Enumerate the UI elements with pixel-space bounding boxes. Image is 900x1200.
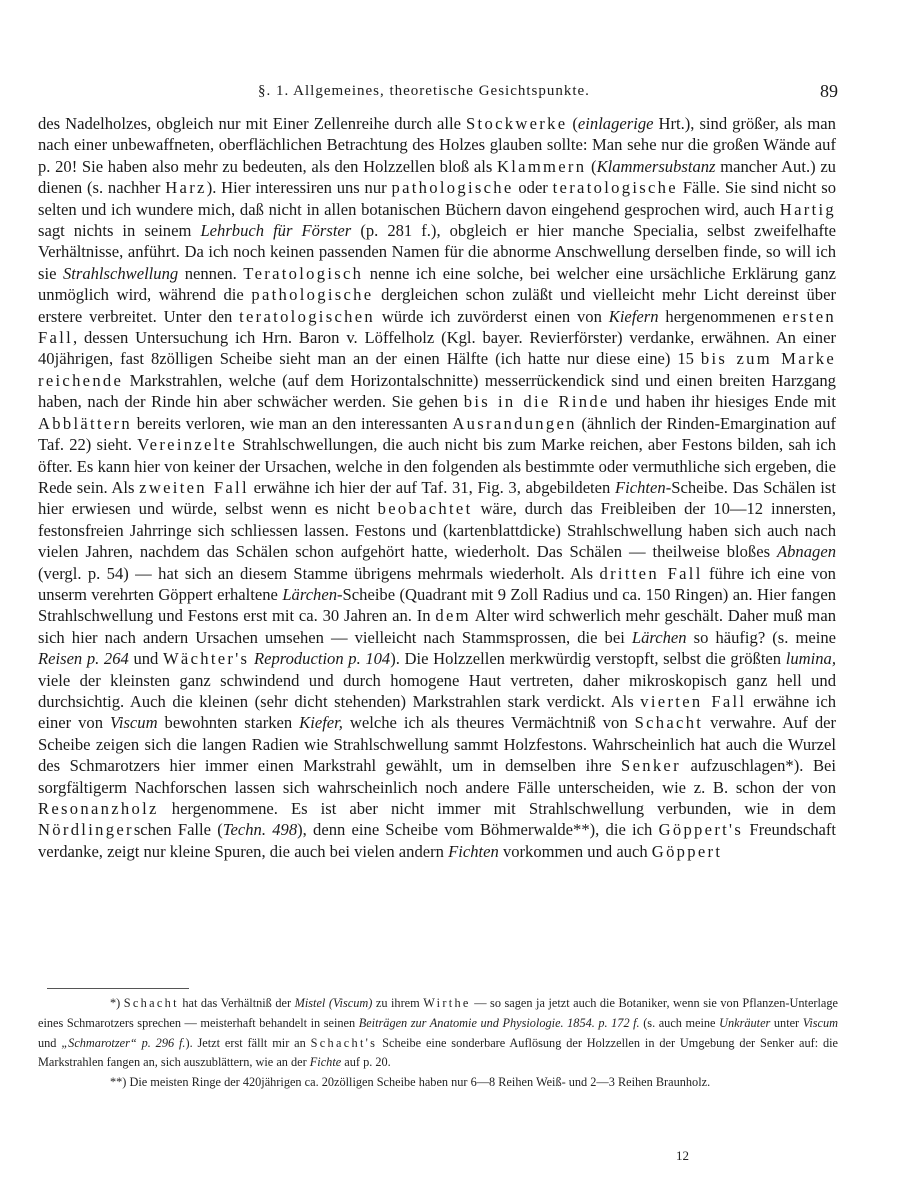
text-run: schen Falle ( xyxy=(133,820,223,840)
text-run: — so sagen ja jetzt auch die Botaniker, wenn sie von Pflanzen-Unterlage eines Schmarotzers sprechen — meisterhaft behandelt in seinen xyxy=(38,996,838,1030)
spaced-term: bis zum Marke reichende xyxy=(38,349,836,390)
spaced-term: bis in die Rinde xyxy=(463,392,610,412)
spaced-term: zweiten Fall xyxy=(139,477,249,497)
text-run: Markstrahlen, welche (auf dem Horizontalschnitte) messerrückendick sind und einen breiten Harzgang haben, nach der Rinde hin aber schwächer werden. Sie gehen xyxy=(38,370,836,412)
text-run: ). Hier interessiren uns nur xyxy=(206,178,387,198)
text-run: bewohnten starken xyxy=(164,713,293,733)
italic-term: Strahlschwellung xyxy=(62,263,179,283)
italic-term: Viscum xyxy=(109,713,158,733)
text-run: nennen. xyxy=(184,263,237,283)
spaced-term: vierten Fall xyxy=(640,691,747,711)
text-run: aufzuschlagen*). Bei sorgfältigerm Nachforschen lassen sich wahrscheinlich noch andere Fälle unterscheiden, wie z. B. schon der von xyxy=(38,756,836,797)
spaced-term: Harz xyxy=(165,178,207,198)
text-run: ), denn eine Scheibe vom Böhmerwalde**), die ich xyxy=(297,820,653,840)
text-run: unter xyxy=(773,1015,800,1030)
italic-term: Kiefer, xyxy=(299,713,343,733)
text-run: und xyxy=(38,1035,57,1050)
text-run: viele der kleinsten ganz schwindend und durch homogene Haut vertreten, daher mikroskopisch ganz hell und durchsichtig. Auch die kleinen (sehr dicht stehenden) Markstrahlen stark verdickt. Als xyxy=(38,670,836,711)
page-number: 89 xyxy=(820,81,838,101)
spaced-term: Vereinzelte xyxy=(137,435,238,455)
italic-term: „Schmarotzer“ p. 296 f. xyxy=(61,1035,186,1050)
text-run: -Scheibe. Das Schälen ist hier erwiesen und würde, selbst wenn es nicht xyxy=(38,477,836,519)
footnote-2: **) Die meisten Ringe der 420jährigen ca. 20zölligen Scheibe haben nur 6—8 Reihen Weiß- und 2—3 Reihen Braunholz. xyxy=(110,1075,711,1090)
text-run: (s. auch meine xyxy=(643,1015,716,1030)
body-paragraph xyxy=(38,113,836,862)
text-run: ( xyxy=(591,156,597,176)
text-run: wäre, durch das Freibleiben der 10—12 innersten, festonsfreien Jahrringe sich schliessen lassen. Festons und (kartenblattdicke) Strahlschwellung haben sich auch nach vielen Jahren, nachdem das Schälen schon aufgehört hatte, wiederholt. Das Schälen — theilweise bloßes xyxy=(38,499,836,562)
spaced-term: Göppert xyxy=(651,841,723,861)
spaced-term: dritten Fall xyxy=(599,563,703,583)
italic-term: Reisen p. 264 xyxy=(38,649,129,669)
spaced-term: Schacht xyxy=(634,713,704,733)
text-run: welche ich als theures Vermächtniß von xyxy=(349,713,628,733)
main-text xyxy=(38,113,836,862)
text-run: Fälle. Sie sind nicht so selten und ich wundere mich, daß nicht in allen botanischen Büchern davon eingehend gesprochen wird, auch xyxy=(38,178,836,219)
text-run: erwähne ich einer von xyxy=(38,691,836,733)
spaced-term: Schacht's xyxy=(310,1035,378,1050)
text-run: *) xyxy=(110,996,121,1010)
italic-term: Unkräuter xyxy=(719,1015,771,1030)
text-run: erwähne ich hier der auf Taf. 31, Fig. 3, abgebildeten xyxy=(253,477,611,497)
italic-term: Techn. 498 xyxy=(222,820,298,840)
text-run: hergenommene. Es ist aber nicht immer mit Strahlschwellung verbunden, wie in dem xyxy=(171,799,836,818)
italic-term: Fichte xyxy=(309,1055,342,1070)
text-run: zu ihrem xyxy=(375,996,420,1010)
italic-term: Lehrbuch für Förster xyxy=(200,221,352,241)
spaced-term: Abblättern xyxy=(38,413,132,433)
spaced-term: Wächter's xyxy=(162,649,250,669)
text-run: bereits verloren, wie man an den interessanten xyxy=(136,413,448,433)
text-run: dergleichen schon zuläßt und vielleicht mehr Licht dereinst über erstere verbreitet. Unter den xyxy=(38,285,836,326)
text-run: verwahre. Auf der Scheibe zeigen sich die langen Radien wie Strahlschwellung sammt Holzfestons. Wahrscheinlich hat auch die Wurzel des Schmarotzers hier immer einen Markstrahl gewählt, um in demselben ihre xyxy=(38,713,837,776)
spaced-term: Nördlinger xyxy=(38,820,134,840)
text-run: Hrt.), sind größer, als man nach einer unbewaffneten, oberflächlichen Betrachtung des Holzes glauben sollte: Man sehe nur die großen Wände auf p. 20! Sie haben also mehr zu bedeuten, als den Holzzellen bloß als xyxy=(38,114,836,176)
italic-term: Lärchen xyxy=(631,627,687,647)
text-run: , dessen Untersuchung ich Hrn. Baron v. Löffelholz (Kgl. bayer. Revierförster) verdanke, erwähnen. An einer 40jährigen, fast 8zölligen Scheibe sieht man an der einen Hälfte (ich hatte nur diese eine) 15 xyxy=(38,328,836,369)
running-header xyxy=(258,83,838,107)
text-run: (p. 281 f.), obgleich er hier manche Specialia, selbst zweifelhafte Verhältnisse, anführt. Da ich noch keinen passenden Namen für die abnorme Anschwellung derselben finde, so will ich sie xyxy=(38,221,837,283)
spaced-term: dem xyxy=(435,606,471,626)
spaced-term: Wirthe xyxy=(423,996,471,1010)
spaced-term: pathologische xyxy=(391,178,514,198)
italic-term: Mistel (Viscum) xyxy=(294,996,373,1010)
text-run: (ähnlich der Rinden-Emargination auf Taf. 22) sieht. xyxy=(38,413,836,455)
spaced-term: Klammern xyxy=(496,156,587,176)
spaced-term: Teratologisch xyxy=(243,263,364,283)
text-run: auf p. 20. xyxy=(344,1055,391,1070)
italic-term: Kiefern xyxy=(608,306,659,326)
text-run: und xyxy=(133,649,159,669)
text-run: Alter wird schwerlich mehr geschält. Daher muß man sich hier nach andern Ursachen umsehen — vielleicht nach Stammsprossen, die bei xyxy=(38,606,836,647)
italic-term: Lärchen xyxy=(282,584,338,604)
text-run: führe ich eine von unserm verehrten Göppert erhaltene xyxy=(38,563,836,604)
italic-term: einlagerige xyxy=(577,114,654,133)
text-run: des Nadelholzes, obgleich nur mit Einer Zellenreihe durch alle xyxy=(38,114,462,133)
signature-mark: 12 xyxy=(676,1148,689,1163)
footnote-divider xyxy=(47,988,189,989)
italic-term: Klammersubstanz xyxy=(596,156,716,176)
text-run: nenne ich eine solche, bei welcher eine ursächliche Erklärung ganz unmöglich wird, während die xyxy=(38,263,837,305)
spaced-term: Hartig xyxy=(779,199,836,219)
text-run: würde ich zuvörderst einen von xyxy=(381,306,602,326)
text-run: hergenommenen xyxy=(665,306,776,326)
text-run: vorkommen und auch xyxy=(502,841,648,861)
text-run: oder xyxy=(518,178,548,198)
text-run: Freundschaft verdanke, zeigt nur kleine Spuren, die auch bei vielen andern xyxy=(38,820,836,861)
spaced-term: beobachtet xyxy=(377,499,473,519)
spaced-term: Göppert's xyxy=(658,820,744,840)
italic-term: Fichten xyxy=(615,477,666,497)
italic-term: Beiträgen zur Anatomie und Physiologie. 1854. p. 172 f. xyxy=(358,1015,640,1030)
spaced-term: Ausrandungen xyxy=(452,413,577,433)
spaced-term: Schacht xyxy=(123,996,179,1010)
text-run: Scheibe eine sonderbare Auflösung der Holzzellen in der Umgebung der Senker auf: die Markstrahlen fangen an, sich auszublättern, wie an der xyxy=(38,1035,839,1070)
text-run: -Scheibe (Quadrant mit 9 Zoll Radius und ca. 150 Ringen) an. Hier fangen Strahlschwellung und Festons erst mit ca. 30 Jahren an. In xyxy=(38,584,836,626)
spaced-term: Resonanzholz xyxy=(38,799,159,818)
spaced-term: Senker xyxy=(621,756,681,776)
spaced-term: pathologische xyxy=(251,285,374,305)
italic-term: Fichten xyxy=(448,841,499,861)
spaced-term: teratologische xyxy=(552,178,678,198)
text-run: (vergl. p. 54) — hat sich an diesem Stamme übrigens mehrmals wiederholt. Als xyxy=(38,563,594,583)
chapter-title: §. 1. Allgemeines, theoretische Gesichtspunkte. xyxy=(258,83,590,99)
italic-term: Abnagen xyxy=(777,542,836,562)
text-run: Strahlschwellungen, die auch nicht bis zum Marke reichen, aber Festons bilden, sah ich öfter. Es kann hier von keiner der Ursachen, welche in den folgenden als bestimmte oder vermuthliche sich ergeben, die Rede sein. Als xyxy=(38,435,836,497)
footnotes xyxy=(38,994,838,1093)
footnote-1 xyxy=(38,994,838,1073)
text-run: hat das Verhältniß der xyxy=(182,996,292,1010)
text-run: sagt nichts in seinem xyxy=(38,221,192,241)
spaced-term: Stockwerke xyxy=(466,114,568,133)
spaced-term: teratologischen xyxy=(239,306,375,326)
spaced-term: ersten Fall xyxy=(38,306,836,348)
text-run: und haben ihr hiesiges Ende mit xyxy=(615,392,836,412)
italic-term: Viscum xyxy=(802,1015,839,1030)
text-run: ( xyxy=(572,114,578,133)
text-run: ). Die Holzzellen merkwürdig verstopft, selbst die größten xyxy=(390,649,782,669)
text-run: so häufig? (s. meine xyxy=(693,627,837,647)
text-run: mancher Aut.) zu dienen (s. nachher xyxy=(38,156,836,198)
italic-term: Reproduction p. 104 xyxy=(253,649,391,669)
text-run: ). Jetzt erst fällt mir an xyxy=(185,1035,306,1050)
italic-term: lumina, xyxy=(785,649,836,669)
